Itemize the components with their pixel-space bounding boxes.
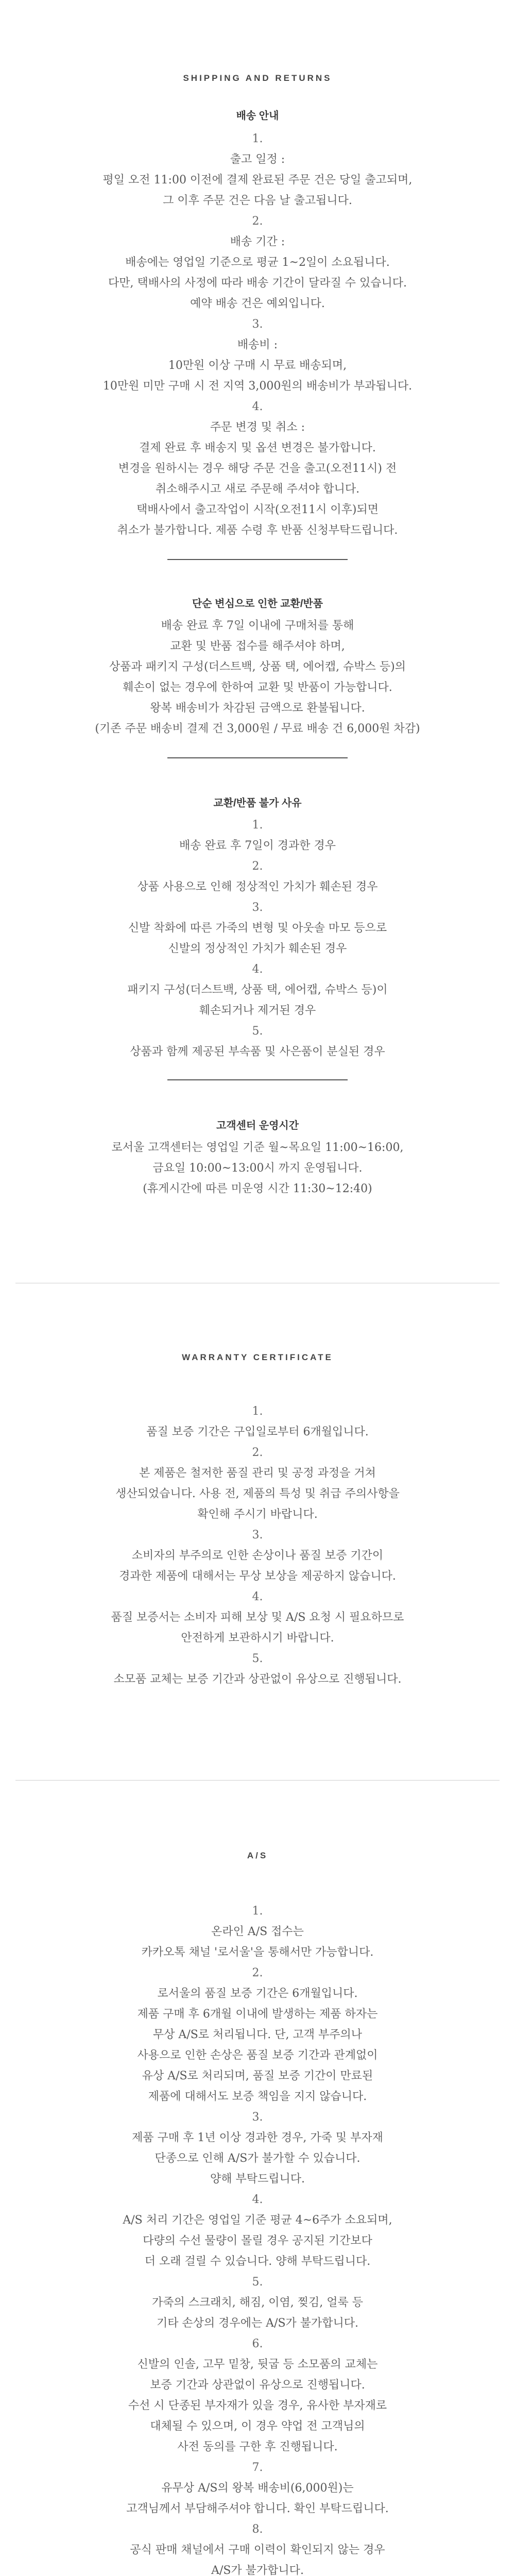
list-item-text: 본 제품은 철저한 품질 관리 및 공정 과정을 거쳐 [139, 1467, 376, 1480]
list-item-text: 취소가 불가합니다. 제품 수령 후 반품 신청부탁드립니다. [117, 524, 398, 537]
delivery-guide-title: 배송 안내 [236, 110, 279, 122]
list-item-text: 더 오래 걸릴 수 있습니다. 양해 부탁드립니다. [144, 2255, 371, 2268]
list-item-text: 상품과 패키지 구성(더스트백, 상품 택, 에어캡, 슈박스 등)의 [109, 660, 406, 673]
list-item-text: 출고 일정 : [230, 153, 285, 166]
list-item-text: 소비자의 부주의로 인한 손상이나 품질 보증 기간이 [131, 1549, 384, 1562]
list-item-number: 1. [252, 819, 263, 832]
nonreturn-list [0, 815, 515, 1062]
as-list [0, 1901, 515, 2576]
list-item-number: 2. [252, 860, 263, 873]
exchange-return-title: 단순 변심으로 인한 교환/반품 [192, 598, 323, 609]
section-divider [167, 757, 348, 758]
list-item-text: 금요일 10:00~13:00시 까지 운영됩니다. [152, 1162, 363, 1175]
list-item-number: 4. [252, 400, 263, 413]
list-item-text: 신발의 인솔, 고무 밑창, 뒷굽 등 소모품의 교체는 [137, 2358, 378, 2371]
list-item-text: 대체될 수 있으며, 이 경우 약업 전 고객님의 [150, 2420, 365, 2433]
list-item-text: 유상 A/S로 처리되며, 품질 보증 기간이 만료된 [142, 2070, 373, 2082]
list-item-text: 주문 변경 및 취소 : [210, 421, 305, 434]
list-item-text: 교환 및 반품 접수를 해주셔야 하며, [170, 640, 345, 653]
list-item-text: 양해 부탁드립니다. [210, 2173, 305, 2185]
list-item-number: 5. [252, 1652, 263, 1665]
list-item-text: 로서울 고객센터는 영업일 기준 월~목요일 11:00~16:00, [111, 1141, 404, 1154]
list-item-number: 3. [252, 2111, 263, 2124]
list-item-text: 훼손되거나 제거된 경우 [199, 1004, 316, 1017]
list-item-number: 1. [252, 1405, 263, 1418]
list-item-text: 공식 판매 채널에서 구매 이력이 확인되지 않는 경우 [130, 2544, 385, 2556]
list-item-text: 변경을 원하시는 경우 해당 주문 건을 출고(오전11시) 전 [118, 462, 397, 475]
list-item-number: 4. [252, 963, 263, 976]
list-item-text: 신발의 정상적인 가치가 훼손된 경우 [168, 942, 347, 955]
list-item-number: 6. [252, 2337, 263, 2350]
list-item-text: 가죽의 스크래치, 해짐, 이염, 찢김, 얼룩 등 [152, 2296, 363, 2309]
page-rule [15, 1780, 500, 1781]
list-item-text: 10만원 미만 구매 시 전 지역 3,000원의 배송비가 부과됩니다. [102, 380, 413, 393]
list-item-text: 10만원 이상 구매 시 무료 배송되며, [168, 359, 347, 372]
list-item-number: 3. [252, 318, 263, 331]
list-item-text: 택배사에서 출고작업이 시작(오전11시 이후)되면 [136, 503, 379, 516]
nonreturn-title: 교환/반품 불가 사유 [213, 798, 302, 809]
list-item-number: 4. [252, 1590, 263, 1603]
list-item-text: 그 이후 주문 건은 다음 날 출고됩니다. [163, 194, 352, 207]
list-item-text: 신발 착화에 따른 가죽의 변형 및 아웃솔 마모 등으로 [128, 922, 387, 935]
list-item-text: 무상 A/S로 처리됩니다. 단, 고객 부주의나 [152, 2028, 363, 2041]
list-item-text: 예약 배송 건은 예외입니다. [190, 297, 325, 310]
list-item-text: 안전하게 보관하시기 바랍니다. [181, 1632, 334, 1645]
list-item-text: 패키지 구성(더스트백, 상품 택, 에어캡, 슈박스 등)이 [127, 984, 388, 996]
list-item-text: 온라인 A/S 접수는 [211, 1925, 304, 1938]
list-item-number: 7. [252, 2461, 263, 2474]
list-item-text: 품질 보증 기간은 구입일로부터 6개월입니다. [146, 1426, 369, 1438]
list-item-text: 상품 사용으로 인해 정상적인 가치가 훼손된 경우 [137, 880, 378, 893]
warranty-section-title: WARRANTY CERTIFICATE [182, 1352, 333, 1362]
list-item-text: 상품과 함께 제공된 부속품 및 사은품이 분실된 경우 [130, 1045, 385, 1058]
list-item-text: 결제 완료 후 배송지 및 옵션 변경은 불가합니다. [139, 442, 376, 454]
list-item-text: 보증 기간과 상관없이 유상으로 진행됩니다. [150, 2379, 365, 2392]
list-item-text: 제품 구매 후 1년 이상 경과한 경우, 가죽 및 부자재 [132, 2131, 383, 2144]
delivery-guide-list [0, 129, 515, 541]
list-item-number: 5. [252, 1025, 263, 1038]
list-item-number: 2. [252, 1967, 263, 1979]
list-item-text: 소모품 교체는 보증 기간과 상관없이 유상으로 진행됩니다. [113, 1673, 402, 1686]
list-item-text: 품질 보증서는 소비자 피해 보상 및 A/S 요청 시 필요하므로 [111, 1611, 404, 1624]
list-item-text: 로서울의 품질 보증 기간은 6개월입니다. [157, 1987, 358, 2000]
list-item-text: 수선 시 단종된 부자재가 있을 경우, 유사한 부자재로 [128, 2399, 387, 2412]
list-item-text: 카카오톡 채널 '로서울'을 통해서만 가능합니다. [141, 1946, 374, 1959]
list-item-text: 경과한 제품에 대해서는 무상 보상을 제공하지 않습니다. [119, 1570, 396, 1583]
warranty-list [0, 1401, 515, 1690]
section-divider [167, 1079, 348, 1080]
list-item-text: 왕복 배송비가 차감된 금액으로 환불됩니다. [150, 702, 365, 715]
list-item-text: 평일 오전 11:00 이전에 결제 완료된 주문 건은 당일 출고되며, [102, 174, 413, 187]
list-item-number: 1. [252, 1905, 263, 1918]
list-item-text: 고객님께서 부담해주셔야 합니다. 확인 부탁드립니다. [126, 2502, 389, 2515]
list-item-text: 배송비 : [237, 338, 278, 351]
list-item-text: 배송에는 영업일 기준으로 평균 1~2일이 소요됩니다. [125, 256, 390, 269]
list-item-text: A/S가 불가합니다. [211, 2564, 304, 2576]
list-item-text: 취소해주시고 새로 주문해 주셔야 합니다. [155, 483, 360, 496]
list-item-text: 훼손이 없는 경우에 한하여 교환 및 반품이 가능합니다. [123, 681, 392, 694]
cs-hours-list [0, 1138, 515, 1199]
list-item-text: 제품 구매 후 6개월 이내에 발생하는 제품 하자는 [137, 2008, 378, 2021]
list-item-number: 2. [252, 1446, 263, 1459]
list-item-number: 3. [252, 1529, 263, 1541]
list-item-text: 다량의 수선 물량이 몰릴 경우 공지된 기간보다 [143, 2234, 372, 2247]
list-item-text: 다만, 택배사의 사정에 따라 배송 기간이 달라질 수 있습니다. [108, 277, 407, 290]
list-item-number: 4. [252, 2193, 263, 2206]
list-item-text: 기타 손상의 경우에는 A/S가 불가합니다. [156, 2317, 359, 2330]
as-section-title: A/S [247, 1851, 268, 1860]
exchange-return-list [0, 616, 515, 739]
list-item-text: 확인해 주시기 바랍니다. [197, 1508, 318, 1521]
list-item-number: 3. [252, 901, 263, 914]
list-item-text: 배송 기간 : [230, 235, 285, 248]
list-item-text: 제품에 대해서도 보증 책임을 지지 않습니다. [148, 2090, 367, 2103]
list-item-text: 사용으로 인한 손상은 품질 보증 기간과 관계없이 [137, 2049, 378, 2062]
list-item-text: (기존 주문 배송비 결제 건 3,000원 / 무료 배송 건 6,000원 차감) [95, 722, 420, 735]
list-item-text: 배송 완료 후 7일 이내에 구매처를 통해 [161, 619, 354, 632]
cs-hours-title: 고객센터 운영시간 [216, 1120, 299, 1131]
list-item-number: 5. [252, 2276, 263, 2289]
list-item-number: 8. [252, 2523, 263, 2536]
list-item-number: 2. [252, 215, 263, 228]
list-item-text: 배송 완료 후 7일이 경과한 경우 [179, 839, 336, 852]
list-item-text: (휴게시간에 따른 미운영 시간 11:30~12:40) [143, 1182, 372, 1195]
list-item-text: 생산되었습니다. 사용 전, 제품의 특성 및 취급 주의사항을 [115, 1487, 400, 1500]
list-item-text: A/S 처리 기간은 영업일 기준 평균 4~6주가 소요되며, [123, 2214, 392, 2227]
shipping-section-title: SHIPPING AND RETURNS [183, 73, 332, 83]
list-item-text: 단종으로 인해 A/S가 불가할 수 있습니다. [154, 2152, 360, 2165]
list-item-text: 사전 동의를 구한 후 진행됩니다. [177, 2441, 338, 2453]
section-divider [167, 559, 348, 560]
list-item-text: 유무상 A/S의 왕복 배송비(6,000원)는 [161, 2482, 354, 2495]
list-item-number: 1. [252, 132, 263, 145]
